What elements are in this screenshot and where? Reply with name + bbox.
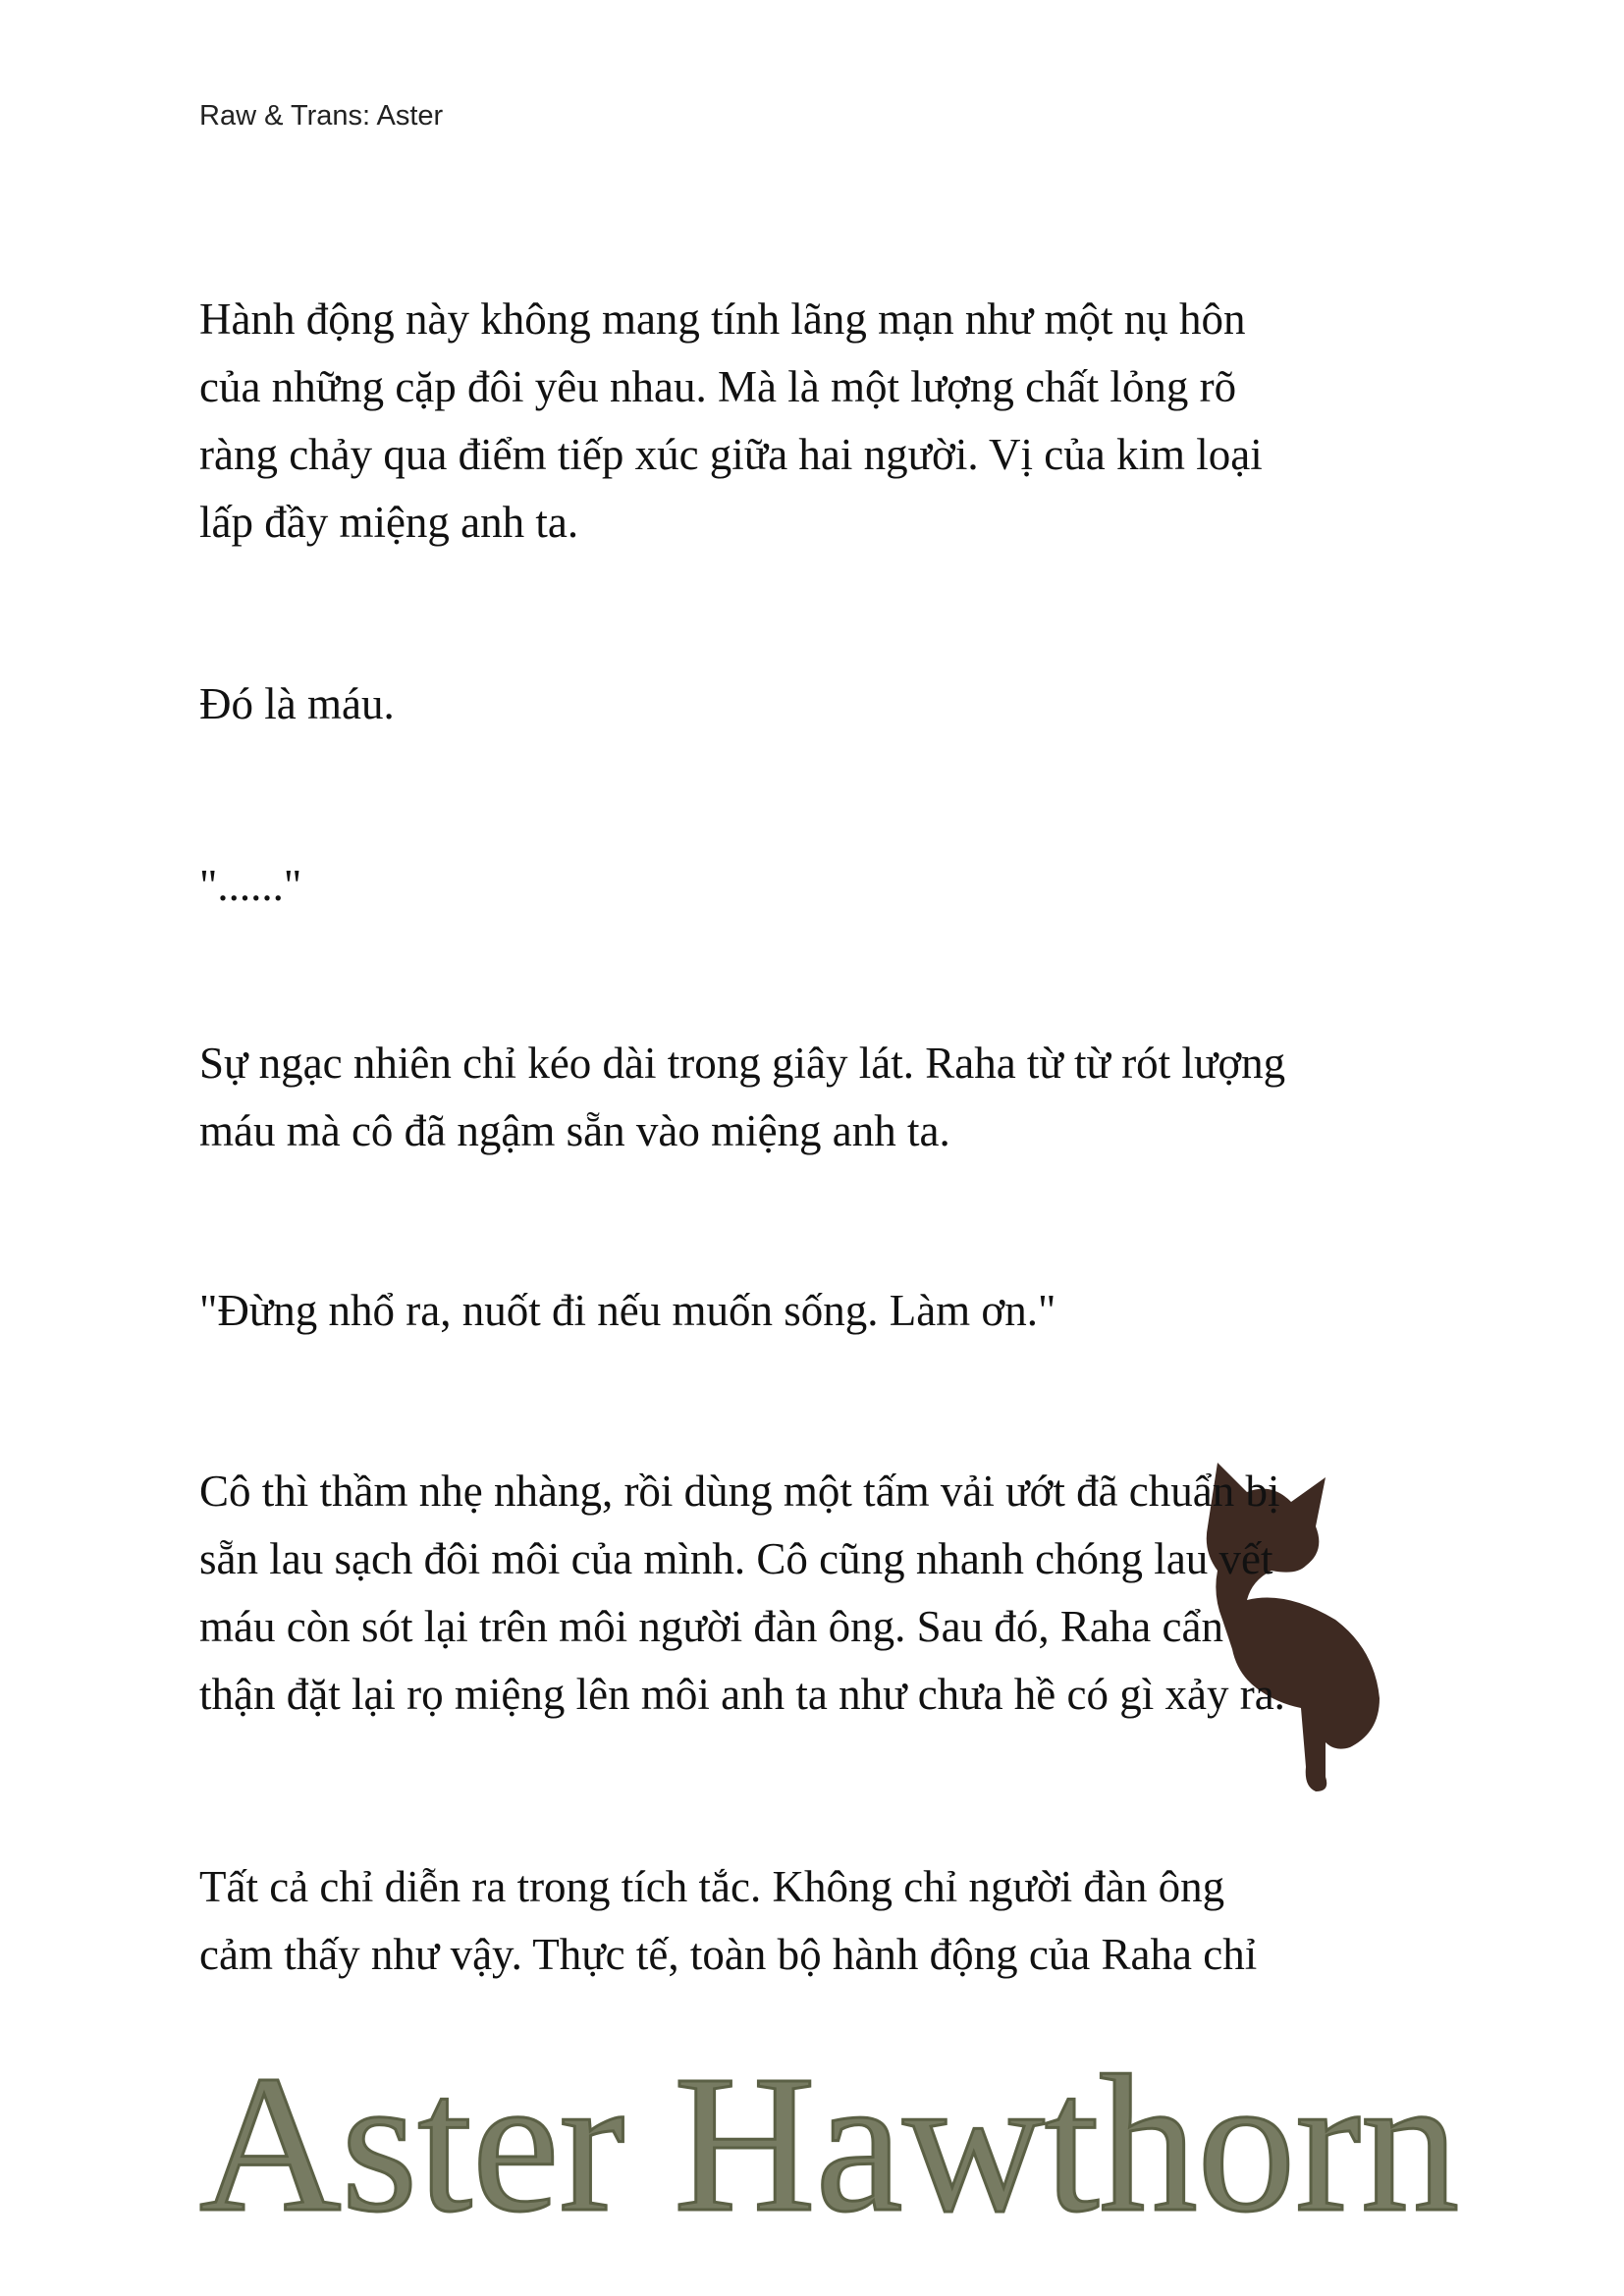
text-line: Cô thì thầm nhẹ nhàng, rồi dùng một tấm vải ướt đã chuẩn bị	[199, 1467, 1280, 1516]
text-line: của những cặp đôi yêu nhau. Mà là một lượng chất lỏng rõ	[199, 362, 1237, 411]
text-line: thận đặt lại rọ miệng lên môi anh ta như chưa hề có gì xảy ra.	[199, 1670, 1285, 1719]
paragraph-6	[199, 1458, 1476, 1729]
paragraph-4	[199, 1030, 1476, 1165]
watermark-text: Aster Hawthorn	[199, 2036, 1460, 2253]
text-line: Tất cả chỉ diễn ra trong tích tắc. Không chỉ người đàn ông	[199, 1862, 1225, 1911]
text-line: sẵn lau sạch đôi môi của mình. Cô cũng nhanh chóng lau vết	[199, 1534, 1273, 1583]
text-line: máu mà cô đã ngậm sẵn vào miệng anh ta.	[199, 1106, 950, 1155]
text-line: cảm thấy như vậy. Thực tế, toàn bộ hành động của Raha chỉ	[199, 1930, 1258, 1979]
text-line: "......"	[199, 861, 302, 910]
header-credit: Raw & Trans: Aster	[199, 100, 444, 132]
text-line: ràng chảy qua điểm tiếp xúc giữa hai người. Vị của kim loại	[199, 430, 1263, 479]
paragraph-3	[199, 852, 1476, 920]
text-line: Hành động này không mang tính lãng mạn như một nụ hôn	[199, 294, 1246, 344]
paragraph-7	[199, 1853, 1476, 1989]
text-line: "Đừng nhổ ra, nuốt đi nếu muốn sống. Làm ơn."	[199, 1286, 1056, 1335]
paragraph-5	[199, 1277, 1476, 1345]
text-line: Đó là máu.	[199, 679, 395, 728]
text-line: máu còn sót lại trên môi người đàn ông. Sau đó, Raha cẩn	[199, 1602, 1223, 1651]
text-line: lấp đầy miệng anh ta.	[199, 498, 579, 547]
paragraph-2	[199, 670, 1476, 738]
paragraph-1	[199, 286, 1476, 557]
text-line: Sự ngạc nhiên chỉ kéo dài trong giây lát. Raha từ từ rót lượng	[199, 1039, 1286, 1088]
